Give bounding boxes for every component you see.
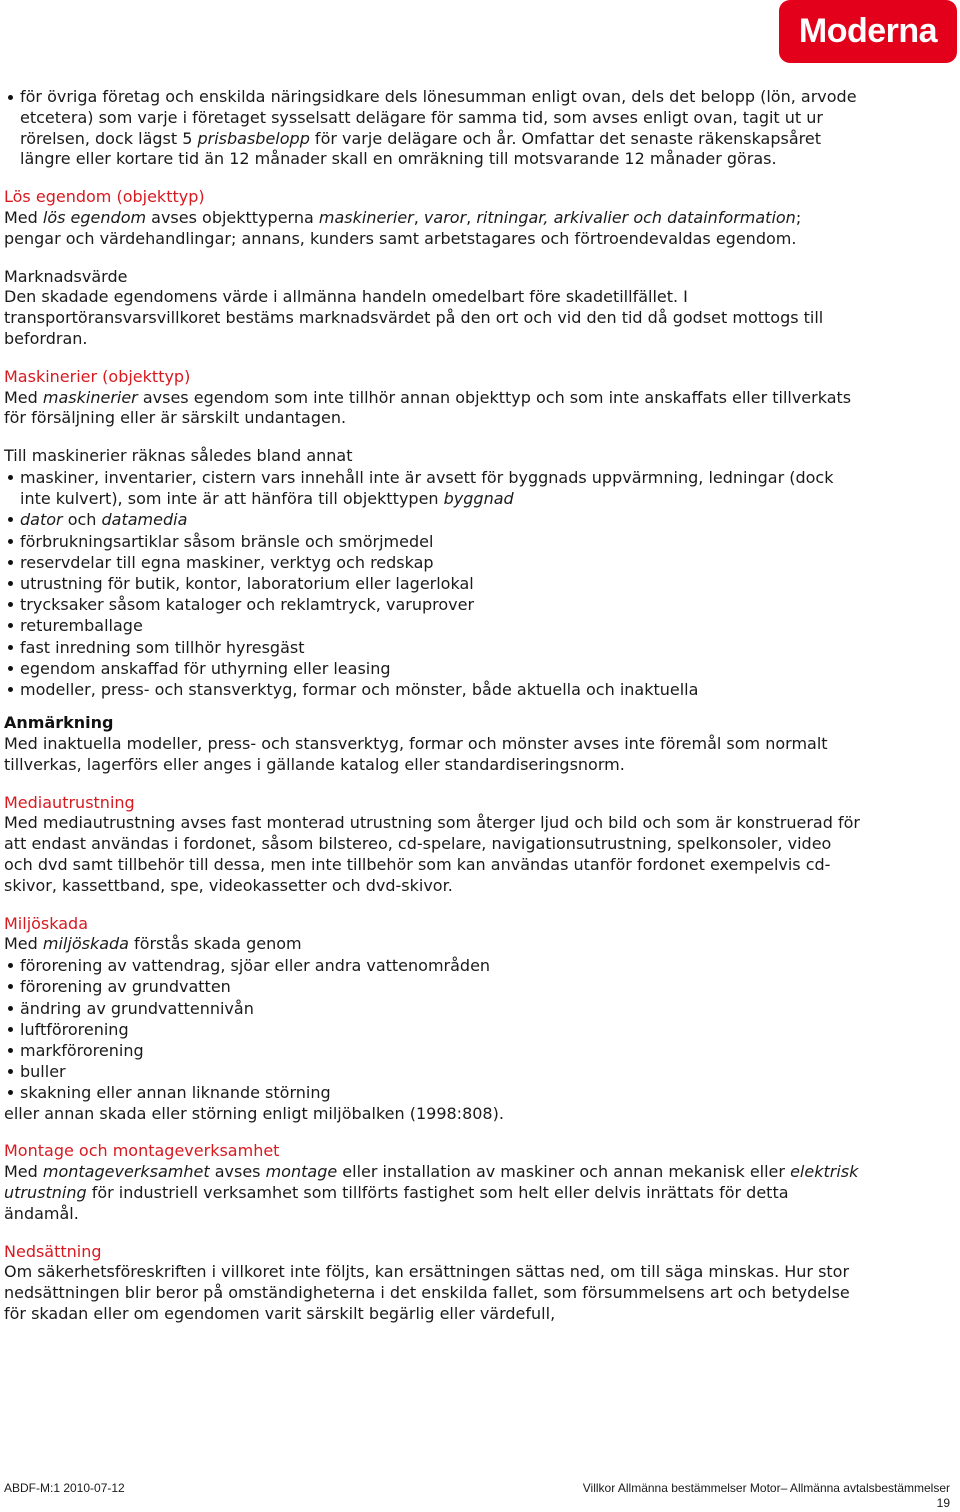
- text-segment: maskiner, inventarier, cistern vars innehåll inte är avsett för byggnads uppvärmning, ledningar (dock inte kulvert), som inte är att hänföra till objekttypen: [20, 467, 834, 509]
- term: miljöskada: [42, 934, 129, 954]
- term: dator: [20, 510, 63, 530]
- section-heading: Marknadsvärde: [4, 266, 128, 286]
- list-item: förbrukningsartiklar såsom bränsle och smörjmedel: [20, 531, 862, 552]
- text-segment: för övriga företag och enskilda näringsidkare dels lönesumman enligt ovan, dels det belopp (lön, arvode etcetera) som varje i företaget sysselsatt delägare för samma tid, som avses enligt ovan, tagit ut ur rörelsen, dock lägst 5: [20, 87, 857, 148]
- section-heading: Miljöskada: [4, 913, 89, 933]
- section-body: [4, 1162, 862, 1224]
- text-segment: Med: [4, 934, 43, 954]
- term: montage: [265, 1162, 338, 1182]
- section-body: Om säkerhetsföreskriften i villkoret inte följts, kan ersättningen sättas ned, om till säga minskas. Hur stor nedsättningen blir beror på omständigheterna i det enskilda fallet, som försummelsens art och betydelse för skadan eller om egendomen varit särskilt begärlig eller värdefull,: [4, 1262, 850, 1323]
- intro-list: [4, 87, 862, 170]
- section-body: [4, 934, 862, 955]
- text-segment: ,: [413, 207, 424, 227]
- term-prisbasbelopp: prisbasbelopp: [197, 128, 310, 148]
- section-body: Med mediautrustning avses fast monterad utrustning som återger ljud och bild och som är konstruerad för att endast användas i fordonet, såsom bilstereo, cd-spelare, navigationsutrustning, spelkonsoler, video och dvd samt tillbehör till dessa, men inte tillbehör som kan användas utanför fordonet exempelvis cd-skivor, kassettband, spe, videokassetter och dvd-skivor.: [4, 813, 860, 895]
- list-item: [20, 509, 862, 530]
- list-item: buller: [20, 1061, 862, 1082]
- text-segment: och: [62, 510, 102, 530]
- text-segment: för varje delägare och år. Omfattar det senaste räkenskapsåret längre eller kortare tid än 12 månader skall en omräkning till motsvarande 12 månader göras.: [20, 128, 821, 169]
- section-heading: Nedsättning: [4, 1241, 102, 1261]
- text-segment: avses objekttyperna: [146, 207, 319, 227]
- moderna-logo: [779, 0, 957, 63]
- text-segment: förstås skada genom: [128, 934, 302, 954]
- list-item: markförorening: [20, 1040, 862, 1061]
- document-body: [4, 87, 862, 1342]
- text-segment: ,: [466, 207, 477, 227]
- text-segment: Med: [4, 207, 43, 227]
- section-closing: eller annan skada eller störning enligt miljöbalken (1998:808).: [4, 1103, 504, 1123]
- text-segment: Med: [4, 387, 43, 407]
- text-segment: eller installation av maskiner och annan mekanisk eller: [337, 1162, 791, 1182]
- text-segment: avses: [209, 1162, 266, 1182]
- term: elektrisk utrustning: [4, 1162, 859, 1202]
- term: datamedia: [101, 510, 188, 530]
- miljoskada-list: [4, 955, 862, 1103]
- term: varor: [423, 207, 467, 227]
- section-heading: Maskinerier (objekttyp): [4, 366, 191, 386]
- maskinerier-list: [4, 467, 862, 700]
- section-anmarkning: [4, 713, 862, 775]
- list-item: returemballage: [20, 615, 862, 636]
- text-segment: ; pengar och värdehandlingar; annans, kunders samt arbetstagares och förtroendevaldas egendom.: [4, 207, 802, 248]
- text-segment: avses egendom som inte tillhör annan objekttyp och som inte anskaffats eller tillverkats för försäljning eller är särskilt undantagen.: [4, 387, 852, 428]
- list-item: skakning eller annan liknande störning: [20, 1082, 862, 1103]
- page-number: 19: [936, 1496, 950, 1510]
- section-los-egendom: [4, 187, 862, 249]
- intro-section: [4, 87, 862, 170]
- section-heading: Montage och montageverksamhet: [4, 1141, 280, 1161]
- footer-title: Villkor Allmänna bestämmelser Motor– Allmänna avtalsbestämmelser: [582, 1481, 950, 1495]
- list-item: [20, 87, 862, 170]
- list-item: förorening av vattendrag, sjöar eller andra vattenområden: [20, 955, 862, 976]
- list-item: utrustning för butik, kontor, laboratorium eller lagerlokal: [20, 573, 862, 594]
- logo-text: Moderna: [798, 12, 938, 50]
- section-maskinerier: [4, 367, 862, 429]
- section-body: [4, 388, 862, 430]
- section-body: Den skadade egendomens värde i allmänna handeln omedelbart före skadetillfället. I transportöransvarsvillkoret bestäms marknadsvärdet på den ort och vid den tid då godset mottogs till befordran.: [4, 287, 824, 348]
- list-item: luftförorening: [20, 1019, 862, 1040]
- term: byggnad: [443, 489, 514, 509]
- section-miljoskada: [4, 914, 862, 1125]
- footer-doc-id: ABDF-M:1 2010-07-12: [4, 1481, 125, 1495]
- list-item: egendom anskaffad för uthyrning eller leasing: [20, 658, 862, 679]
- list-item: trycksaker såsom kataloger och reklamtryck, varuprover: [20, 594, 862, 615]
- list-item: ändring av grundvattennivån: [20, 998, 862, 1019]
- section-heading: Mediautrustning: [4, 792, 135, 812]
- section-montage: [4, 1141, 862, 1224]
- term: maskinerier: [318, 207, 414, 227]
- section-body: [4, 208, 862, 250]
- list-item: fast inredning som tillhör hyresgäst: [20, 637, 862, 658]
- section-heading: Lös egendom (objekttyp): [4, 187, 205, 207]
- text-segment: för industriell verksamhet som tillförts fastighet som helt eller delvis inrättats för detta ändamål.: [4, 1182, 789, 1223]
- section-nedsattning: [4, 1242, 862, 1325]
- text-segment: Med: [4, 1162, 43, 1182]
- list-item: [20, 467, 862, 509]
- section-mediautrustning: [4, 793, 862, 897]
- term: maskinerier: [42, 387, 138, 407]
- section-heading: Anmärkning: [4, 713, 114, 733]
- term: lös egendom: [42, 207, 147, 227]
- section-body: Med inaktuella modeller, press- och stansverktyg, formar och mönster avses inte föremål som normalt tillverkas, lagerförs eller anges i gällande katalog eller standardiseringsnorm.: [4, 733, 828, 774]
- list-item: reservdelar till egna maskiner, verktyg och redskap: [20, 552, 862, 573]
- term: montageverksamhet: [42, 1162, 210, 1182]
- list-item: modeller, press- och stansverktyg, formar och mönster, både aktuella och inaktuella: [20, 679, 862, 700]
- term: ritningar, arkivalier och datainformation: [476, 207, 796, 227]
- list-intro: Till maskinerier räknas således bland annat: [4, 446, 353, 466]
- list-item: förorening av grundvatten: [20, 976, 862, 997]
- section-maskinerier-list: [4, 446, 862, 700]
- section-marknadsvarde: [4, 267, 862, 350]
